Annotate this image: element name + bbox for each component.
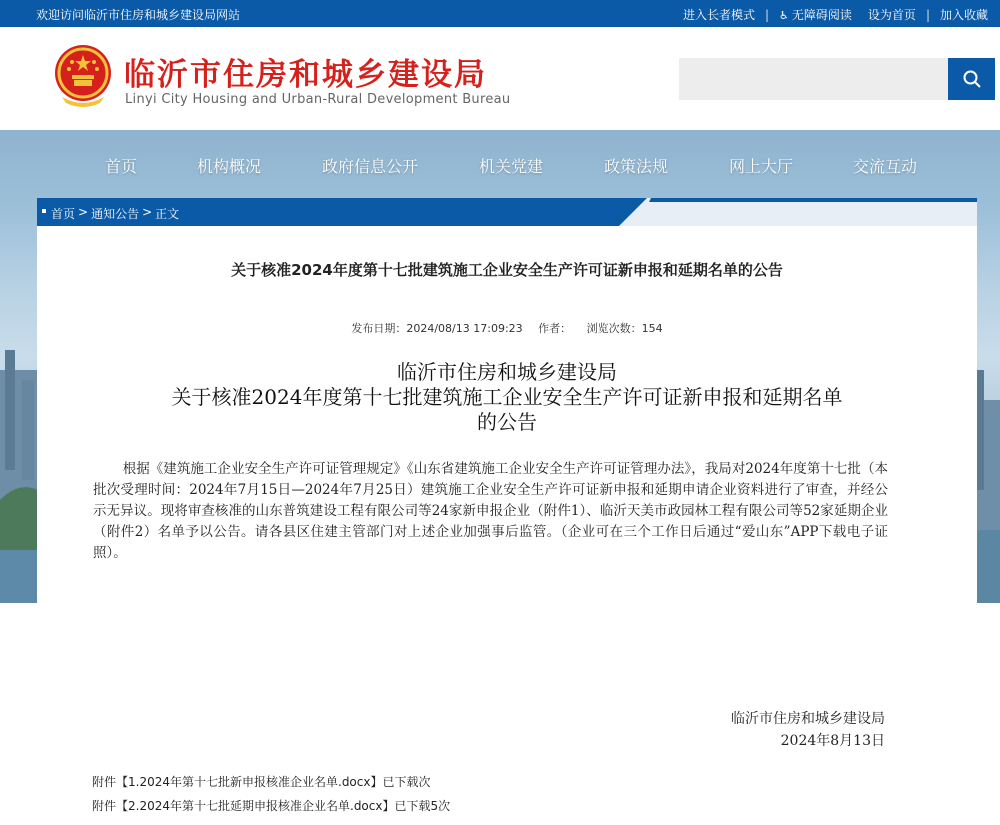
nav-interaction[interactable]: 交流互动 <box>853 157 918 176</box>
breadcrumb-links <box>51 205 179 222</box>
main-nav <box>0 148 1000 184</box>
attachment-1 <box>92 773 431 790</box>
publish-date: 发布日期：2024/08/13 17:09:23 <box>351 322 523 335</box>
article-body: 根据《建筑施工企业安全生产许可证管理规定》《山东省建筑施工企业安全生产许可证管理办法》，我局对2024年度第十七批（本批次受理时间：2024年7月15日—2024年7月25日）建筑施工企业安全生产许可证新申报和延期申请企业资料进行了审查，并经公示无异议。现将审查核准的山东普筑建设工程有限公司等24家新申报企业（附件1）、临沂天美市政园林工程有限公司等52家延期企业（附件2）名单予以公告。请各县区住建主管部门对上述企业加强事后监管。（企业可在三个工作日后通过“爱山东”APP下载电子证照）。 <box>93 461 888 561</box>
attachment-suffix: 】已下载5次 <box>382 799 451 813</box>
nav-policies[interactable]: 政策法规 <box>604 157 669 176</box>
top-bar <box>0 0 1000 27</box>
nav-home[interactable]: 首页 <box>105 157 138 176</box>
document-title-line2: 的公告 <box>477 410 537 434</box>
document-issuer: 临沂市住房和城乡建设局 <box>397 360 617 384</box>
author: 作者： <box>538 322 572 335</box>
view-count: 浏览次数：154 <box>586 322 663 335</box>
search-input[interactable] <box>679 58 948 100</box>
nav-online-hall[interactable]: 网上大厅 <box>729 157 794 176</box>
site-title: 临沂市住房和城乡建设局 <box>124 57 487 93</box>
welcome-text: 欢迎访问临沂市住房和城乡建设局网站 <box>36 8 241 22</box>
attachment-suffix: 】已下载次 <box>370 775 431 789</box>
signature-org: 临沂市住房和城乡建设局 <box>731 711 885 727</box>
site-header <box>0 27 1000 130</box>
nav-party-building[interactable]: 机关党建 <box>479 157 544 176</box>
signature-date: 2024年8月13日 <box>780 733 885 749</box>
attachment-prefix: 附件【 <box>92 775 129 789</box>
elder-mode-link[interactable]: 进入长者模式 <box>682 8 755 22</box>
breadcrumb-home[interactable]: 首页 <box>51 207 76 221</box>
breadcrumb <box>37 198 977 226</box>
set-home-link[interactable]: 设为首页 <box>867 8 916 22</box>
breadcrumb-separator: > <box>142 205 153 219</box>
accessibility-icon: ♿ <box>779 9 789 22</box>
attachment-2-link[interactable]: 2.2024年第十七批延期申报核准企业名单.docx <box>128 799 383 813</box>
site-subtitle: Linyi City Housing and Urban-Rural Development Bureau <box>125 92 511 107</box>
nav-gov-info[interactable]: 政府信息公开 <box>322 157 419 176</box>
article-meta <box>37 320 977 336</box>
signature-block <box>731 708 885 752</box>
breadcrumb-notices[interactable]: 通知公告 <box>91 207 140 221</box>
nav-organization[interactable]: 机构概况 <box>197 157 262 176</box>
search-icon <box>962 69 982 89</box>
accessible-reading-label: 无障碍阅读 <box>791 8 852 22</box>
divider: | <box>764 7 770 22</box>
document-heading <box>97 360 917 435</box>
accessible-reading-link[interactable] <box>779 6 852 23</box>
attachment-1-link[interactable]: 1.2024年第十七批新申报核准企业名单.docx <box>128 775 371 789</box>
article-title: 关于核准2024年度第十七批建筑施工企业安全生产许可证新申报和延期名单的公告 <box>231 261 783 279</box>
article-card <box>37 198 977 825</box>
divider: | <box>925 7 930 22</box>
search-button[interactable] <box>948 58 995 100</box>
breadcrumb-current: 正文 <box>155 207 180 221</box>
attachment-prefix: 附件【 <box>92 799 129 813</box>
national-emblem-icon <box>52 43 114 109</box>
breadcrumb-separator: > <box>78 205 89 219</box>
breadcrumb-bullet <box>42 209 46 213</box>
document-title-line1: 关于核准2024年度第十七批建筑施工企业安全生产许可证新申报和延期名单 <box>171 385 843 409</box>
top-links <box>683 6 988 23</box>
attachment-2 <box>92 797 450 814</box>
add-favorite-link[interactable]: 加入收藏 <box>939 8 988 22</box>
